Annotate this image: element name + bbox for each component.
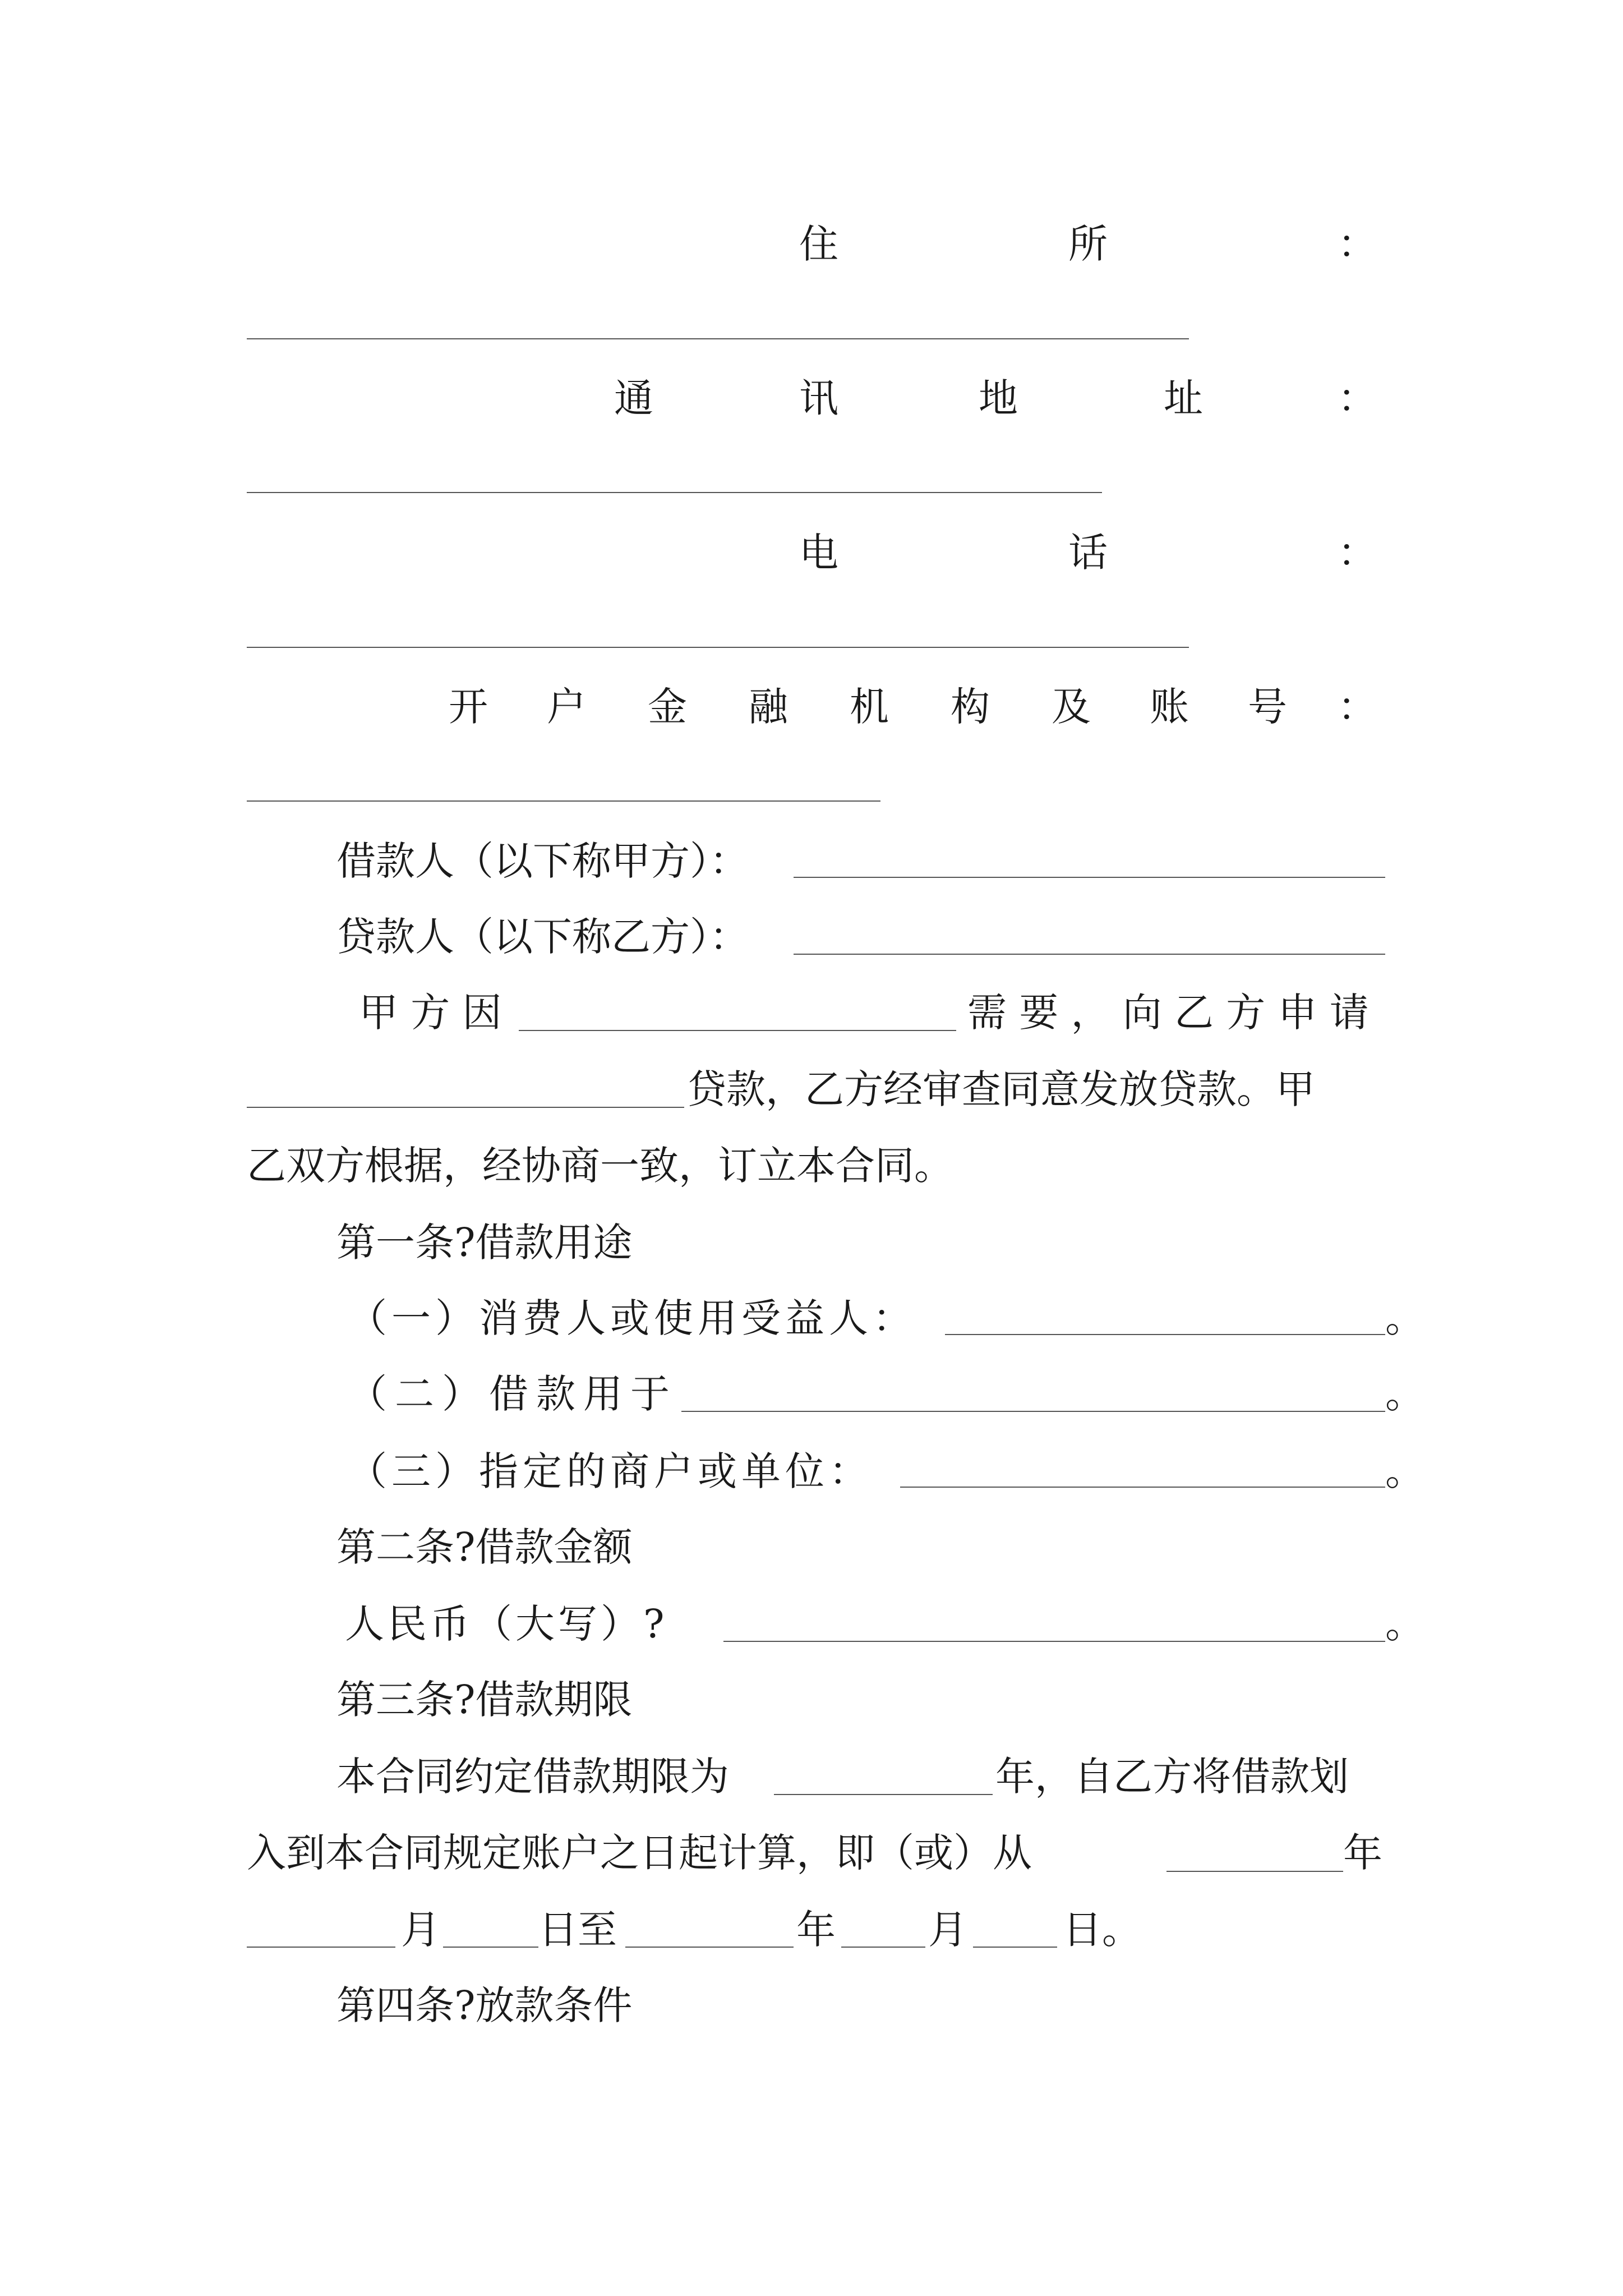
article1-title: 第一条?借款用途 — [336, 1220, 633, 1266]
article1-item2: （二）借款用于 — [348, 1371, 677, 1417]
borrower-label: 借款人（以下称甲方）： — [336, 838, 749, 884]
article3-end-month-blank[interactable] — [841, 1947, 925, 1948]
mailing-char-4: 址 — [1164, 375, 1203, 421]
phone-blank[interactable] — [247, 647, 1189, 648]
phone-char-1: 电 — [799, 530, 838, 576]
article1-item3: （三）指定的商户或单位： — [348, 1448, 873, 1494]
residence-char-2: 所 — [1068, 221, 1108, 267]
article3-line1-b: 年，自乙方将借款划 — [995, 1754, 1349, 1800]
residence-colon: ： — [1338, 221, 1377, 267]
preamble-reason-blank[interactable] — [519, 1030, 956, 1031]
article2-title: 第二条?借款金额 — [336, 1524, 633, 1570]
mailing-char-3: 地 — [979, 375, 1018, 421]
mailing-char-2: 讯 — [799, 375, 838, 421]
bank-char-7: 及 — [1052, 684, 1091, 730]
bank-colon: ： — [1338, 684, 1377, 730]
bank-char-2: 户 — [547, 684, 586, 730]
mailing-colon: ： — [1338, 375, 1377, 421]
article3-end-day-blank[interactable] — [973, 1947, 1057, 1948]
article3-title: 第三条?借款期限 — [336, 1677, 633, 1723]
article3-day-to: 日至 — [538, 1907, 617, 1953]
bank-char-1: 开 — [449, 684, 488, 730]
bank-char-4: 融 — [749, 684, 788, 730]
borrower-blank[interactable] — [794, 877, 1385, 878]
article1-item2-end: 。 — [1385, 1371, 1424, 1417]
bank-char-6: 构 — [951, 684, 990, 730]
article1-item1-blank[interactable] — [945, 1334, 1385, 1335]
preamble-line2: 贷款，乙方经审查同意发放贷款。甲 — [687, 1066, 1315, 1112]
lender-blank[interactable] — [794, 954, 1385, 955]
article3-start-month-blank[interactable] — [247, 1947, 395, 1948]
mailing-address-blank[interactable] — [247, 492, 1102, 493]
article1-item2-blank[interactable] — [681, 1411, 1385, 1412]
preamble-line1-b: 需 要 ， 向 乙 方 申 请 — [967, 990, 1369, 1036]
article2-end: 。 — [1385, 1601, 1424, 1647]
article2-rmb: 人民币（大写）? — [345, 1601, 668, 1647]
article3-end-year-blank[interactable] — [625, 1947, 794, 1948]
article3-month: 月 — [401, 1907, 440, 1953]
bank-account-blank[interactable] — [247, 800, 880, 802]
residence-blank[interactable] — [247, 338, 1189, 339]
bank-char-9: 号 — [1248, 684, 1287, 730]
preamble-line1-a: 甲 方 因 — [359, 990, 502, 1036]
bank-char-3: 金 — [648, 684, 687, 730]
article3-year: 年 — [796, 1907, 836, 1953]
article3-day: 日。 — [1063, 1907, 1141, 1953]
article3-line2-b: 年 — [1343, 1830, 1382, 1876]
article1-item1-end: 。 — [1385, 1295, 1424, 1341]
mailing-char-1: 通 — [614, 375, 653, 421]
article3-month2: 月 — [928, 1907, 967, 1953]
article1-item3-end: 。 — [1385, 1448, 1424, 1494]
article1-item1: （一）消费人或使用受益人： — [348, 1295, 916, 1341]
bank-char-5: 机 — [850, 684, 889, 730]
phone-char-2: 话 — [1068, 530, 1108, 576]
article3-start-year-blank[interactable] — [1166, 1871, 1343, 1872]
residence-char-1: 住 — [799, 221, 838, 267]
preamble-amount-blank[interactable] — [247, 1107, 684, 1108]
article3-start-day-blank[interactable] — [443, 1947, 538, 1948]
article3-line1-a: 本合同约定借款期限为 — [336, 1754, 729, 1800]
bank-char-8: 账 — [1150, 684, 1189, 730]
phone-colon: ： — [1338, 530, 1377, 576]
lender-label: 贷款人（以下称乙方）： — [336, 914, 749, 960]
article3-line2-a: 入到本合同规定账户之日起计算，即（或）从 — [247, 1830, 1032, 1876]
article1-item3-blank[interactable] — [900, 1487, 1385, 1488]
article2-amount-blank[interactable] — [723, 1641, 1385, 1642]
preamble-line3: 乙双方根据，经协商一致，订立本合同。 — [247, 1143, 953, 1189]
article3-term-blank[interactable] — [774, 1794, 993, 1795]
article4-title: 第四条?放款条件 — [336, 1982, 633, 2028]
